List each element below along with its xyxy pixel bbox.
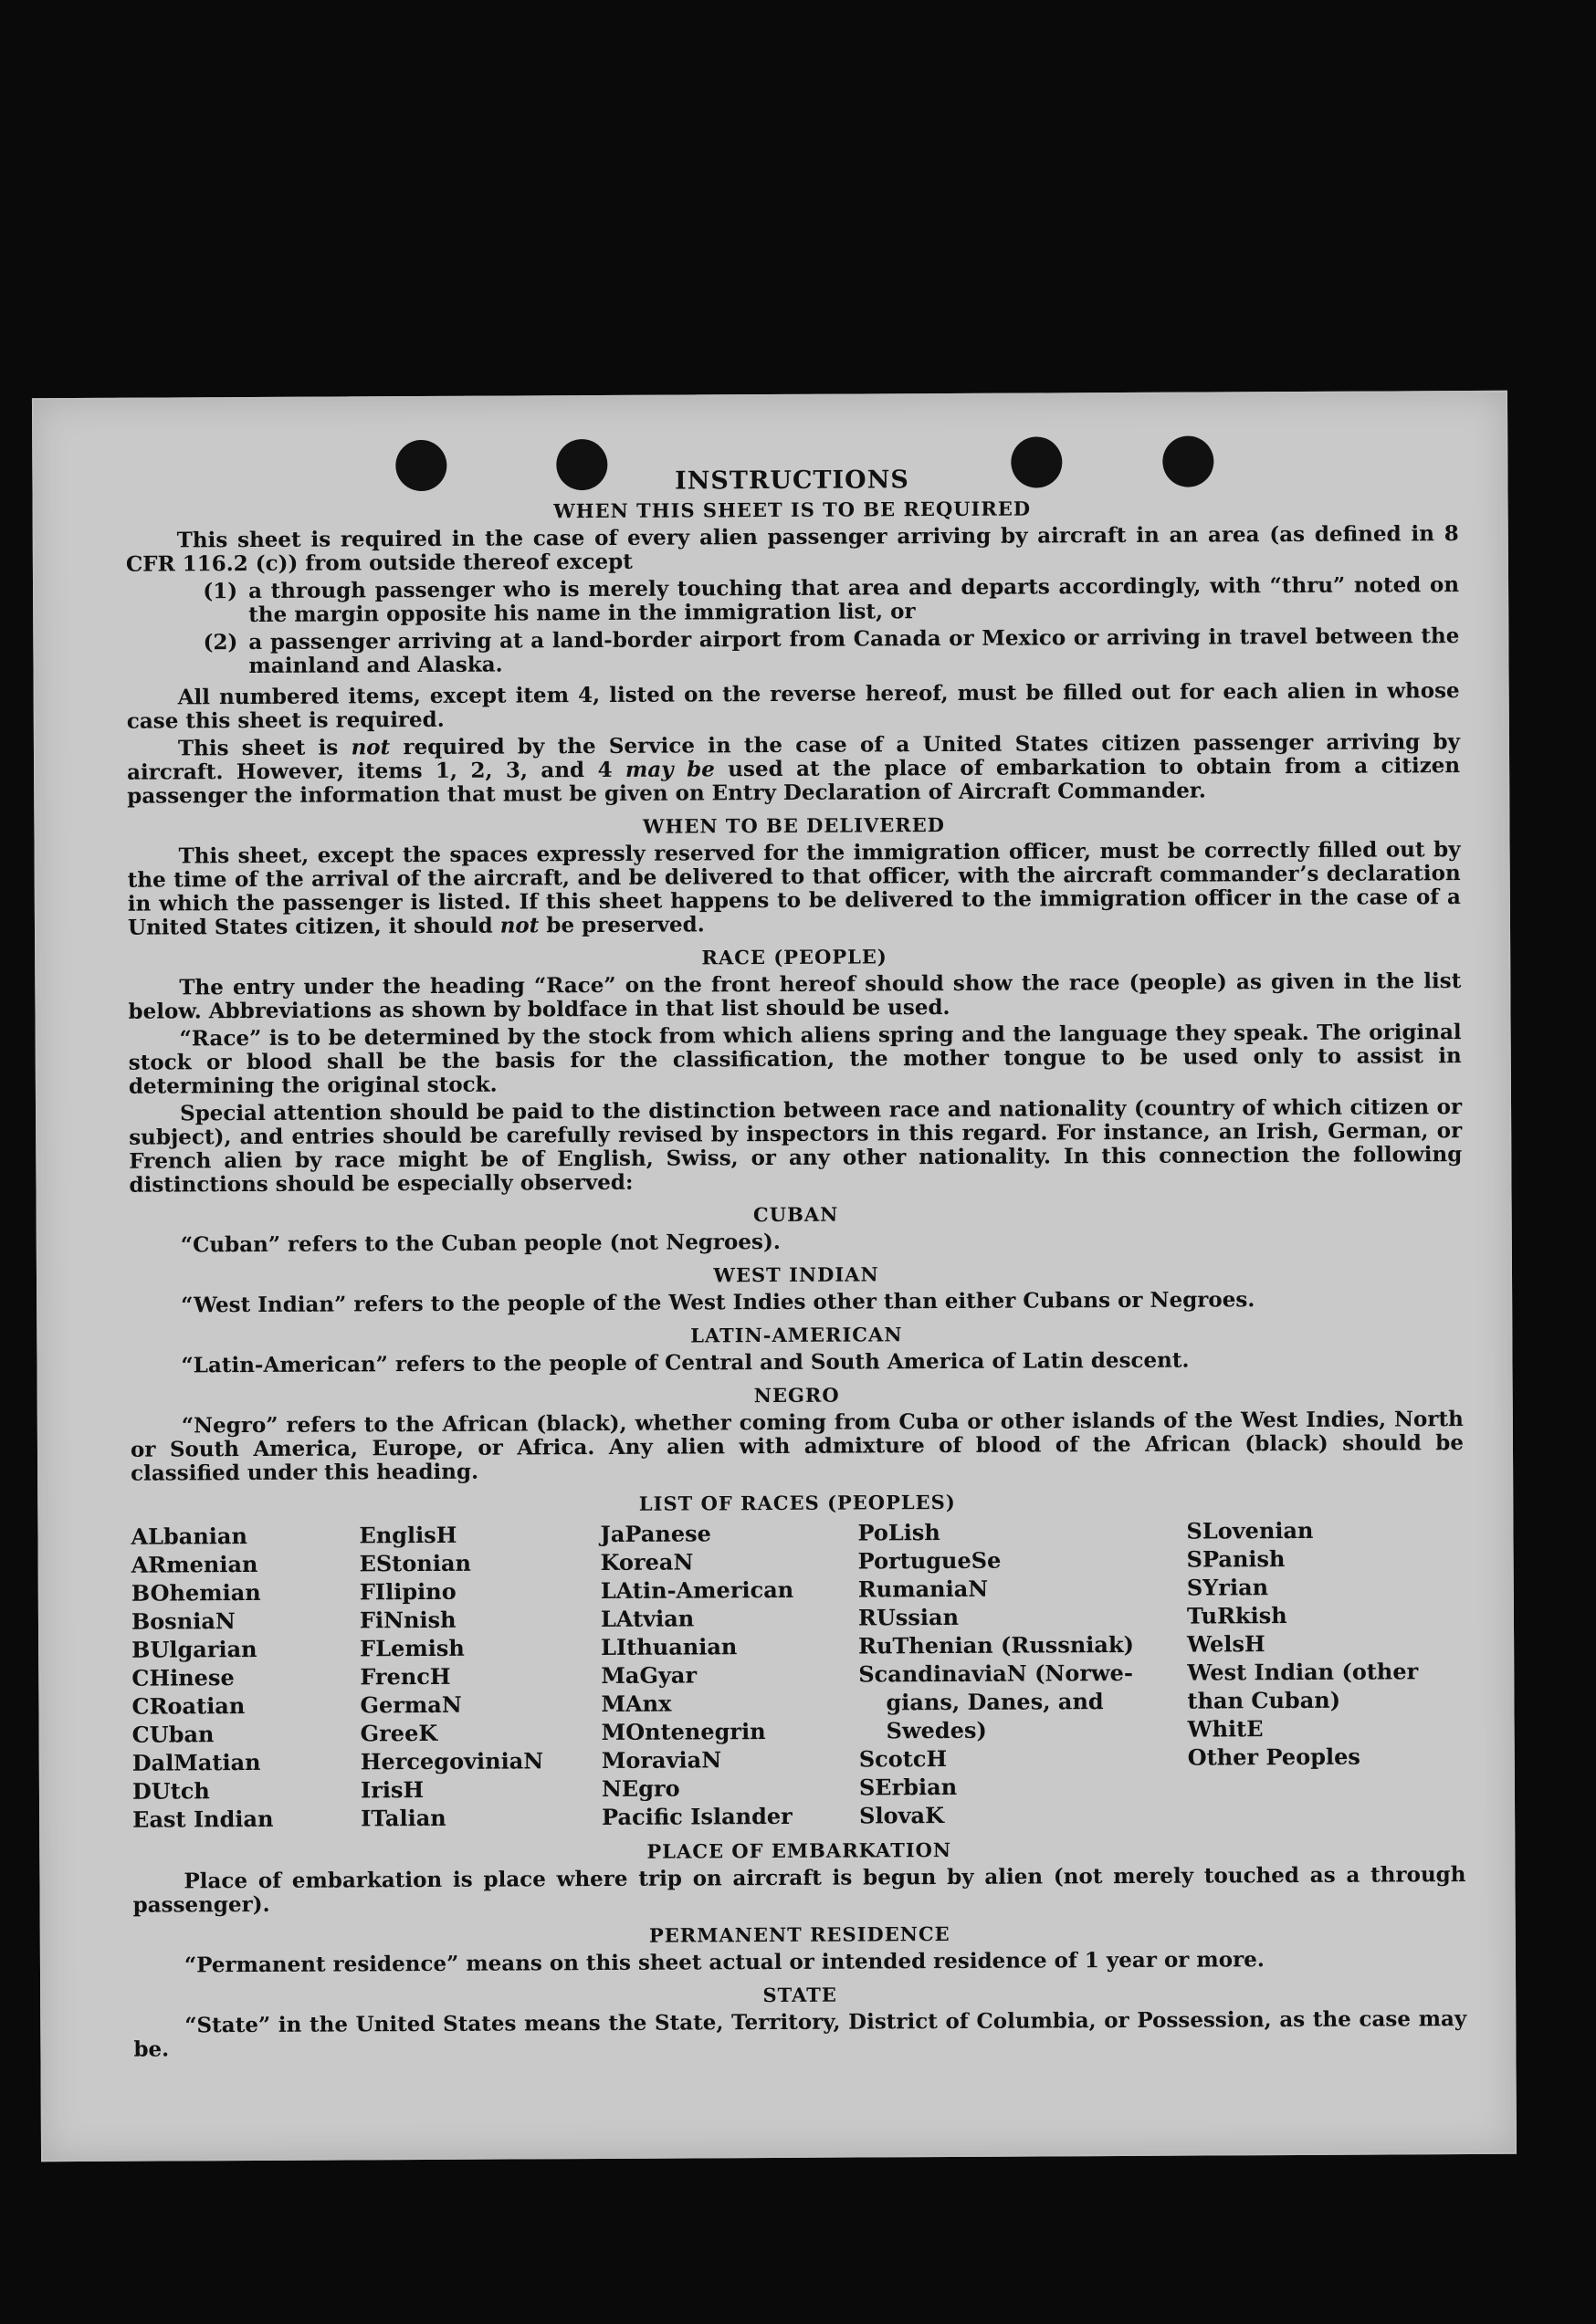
race-entry: EnglisH [359,1521,457,1549]
race-entry: DUtch [131,1777,210,1805]
race-entry: MoraviaN [601,1746,722,1774]
race-entry: CHinese [131,1664,235,1691]
race-entry: FLemish [360,1634,465,1662]
race-entry: FiNnish [359,1606,457,1634]
section-heading-when-required: WHEN THIS SHEET IS TO BE REQUIRED [553,497,1032,523]
race-entry: SPanish [1186,1545,1286,1573]
state-paragraph: “State” in the United States means the State, Territory, District of Columbia, or Possession, as the case may be. [133,2006,1467,2062]
race-entry: WelsH [1187,1630,1265,1658]
race-entry: JaPanese [600,1520,711,1548]
race-entry: RuThenian (Russniak) [858,1630,1134,1659]
race-entry: LAtin-American [600,1576,794,1605]
race-paragraph-1: The entry under the heading “Race” on the front hereof should show the race (people) as given in the list below. Abbreviations as shown by boldface in that list should be used. [128,968,1462,1024]
race-entry: ALbanian [131,1523,247,1550]
exception-item [126,573,1459,628]
section-heading-latin-american: LATIN-AMERICAN [690,1323,903,1347]
race-entry: BUlgarian [131,1635,257,1663]
races-column [1186,1515,1465,1828]
section-heading-race: RACE (PEOPLE) [701,945,887,969]
race-entry: MAnx [601,1690,672,1717]
race-entry-continuation: than Cuban) [1187,1686,1341,1714]
negro-paragraph: “Negro” refers to the African (black), whether coming from Cuba or other islands of the West Indies, North or South America, Europe, or Africa. Any alien with admixture of blood of the African (black) should be classified under this heading. [130,1407,1465,1486]
races-column [857,1517,1188,1830]
race-entry: FIlipino [359,1577,457,1606]
race-entry: HercegoviniaN [360,1747,544,1775]
races-column [600,1519,859,1831]
exception-text: a through passenger who is merely touching that area and departs accordingly, with “thru” noted on the margin opposite his name in the immigration list, or [247,572,1460,628]
race-entry: RumaniaN [857,1575,989,1603]
race-entry: DalMatian [131,1748,261,1776]
section-heading-embarkation: PLACE OF EMBARKATION [646,1837,952,1863]
race-entry: Pacific Islander [602,1802,793,1830]
section-heading-cuban: CUBAN [752,1202,839,1227]
page-title: INSTRUCTIONS [674,466,909,496]
cuban-paragraph: “Cuban” refers to the Cuban people (not Negroes). [180,1229,781,1258]
race-entry: ScandinaviaN (Norwe- [858,1659,1133,1688]
west-indian-paragraph: “West Indian” refers to the people of the West Indies other than either Cubans or Negroes. [181,1287,1255,1318]
section-heading-when-delivered: WHEN TO BE DELIVERED [642,813,945,838]
race-entry: NEgro [601,1774,680,1802]
section-heading-list-of-races: LIST OF RACES (PEOPLES) [638,1490,956,1515]
race-entry: WhitE [1187,1715,1264,1743]
race-entry: Other Peoples [1187,1743,1360,1771]
race-entry: PoLish [857,1519,940,1546]
section-heading-residence: PERMANENT RESIDENCE [648,1922,950,1947]
exception-number: (1) [203,579,238,604]
race-entry: CRoatian [131,1692,246,1720]
race-paragraph-2: “Race” is to be determined by the stock from which aliens spring and the language they speak. The original stock or blood shall be the basis for the classification, the mother tongue to be used only to assist in determining the original stock. [128,1020,1462,1099]
race-entry: CUban [131,1721,215,1748]
races-column [131,1521,361,1833]
race-entry: West Indian (other [1187,1658,1419,1686]
race-entry: BOhemian [131,1578,261,1607]
race-entry: GreeK [360,1719,438,1747]
race-entry: SErbian [858,1773,958,1801]
embarkation-paragraph: Place of embarkation is place where trip on aircraft is begun by alien (not merely touched as a through passenger). [132,1862,1466,1918]
section-heading-negro: NEGRO [753,1383,840,1408]
race-entry: LAtvian [600,1605,695,1632]
race-paragraph-3: Special attention should be paid to the distinction between race and nationality (country of which citizen or subject), and entries should be carefully revised by inspectors in this regard. For instance, an Irish, German, or French alien by race might be of English, Swiss, or any other nationality. In this connection the following distinctions should be especially observed: [129,1094,1463,1198]
race-entry: RUssian [857,1603,960,1631]
race-entry: BosniaN [131,1607,236,1635]
section-heading-west-indian: WEST INDIAN [713,1262,879,1287]
race-entry: GermaN [360,1691,462,1719]
when-required-intro: This sheet is required in the case of every alien passenger arriving by aircraft in an area (as defined in 8 CFR 116.2 (c)) from outside thereof except [125,521,1459,577]
races-list [131,1515,1465,1834]
when-delivered-paragraph: This sheet, except the spaces expressly reserved for the immigration officer, must be correctly filled out by the time of the arrival of the aircraft, and be delivered to that officer, with the aircraft commander’s declaration in which the passenger is listed. If this sheet happens to be delivered to the immigration officer in the case of a United States citizen, it should not be preserved. [127,837,1461,940]
instructions-body [125,462,1466,2066]
race-entry: TuRkish [1186,1602,1287,1629]
residence-paragraph: “Permanent residence” means on this sheet actual or intended residence of 1 year or more. [184,1947,1265,1978]
race-entry: KoreaN [600,1548,694,1576]
race-entry: ARmenian [131,1550,258,1578]
latin-american-paragraph: “Latin-American” refers to the people of Central and South America of Latin descent. [181,1347,1190,1378]
race-entry: PortugueSe [857,1546,1002,1575]
race-entry-continuation: Swedes) [886,1716,987,1744]
race-entry: MaGyar [601,1661,698,1689]
race-entry-continuation: gians, Danes, and [886,1688,1104,1716]
section-heading-state: STATE [762,1983,837,2007]
race-entry: ScotcH [858,1745,948,1773]
races-column [359,1520,602,1832]
race-entry: IrisH [360,1776,425,1804]
race-entry: FrencH [360,1662,451,1691]
race-entry: LIthuanian [601,1633,738,1660]
exception-text: a passenger arriving at a land-border airport from Canada or Mexico or arriving in travel between the mainland and Alaska. [248,623,1460,679]
race-entry: East Indian [132,1805,274,1833]
race-entry: ITalian [361,1804,446,1832]
race-entry: SLovenian [1186,1516,1314,1544]
exception-number: (2) [203,630,238,655]
numbered-items-paragraph: All numbered items, except item 4, listed on the reverse hereof, must be filled out for each alien in whose case this sheet is required. [126,678,1460,734]
race-entry: EStonian [359,1549,472,1577]
citizen-paragraph: This sheet is not required by the Service in the case of a United States citizen passenger arriving by aircraft. However, items 1, 2, 3, and 4 may be used at the place of embarkation to obtain from a citizen passenger the information that must be given on Entry Declaration of Aircraft Commander. [127,729,1461,809]
race-entry: SlovaK [859,1802,944,1829]
race-entry: MOntenegrin [601,1718,766,1745]
exception-item [126,624,1459,679]
race-entry: SYrian [1186,1574,1269,1601]
document-sheet [32,391,1517,2162]
